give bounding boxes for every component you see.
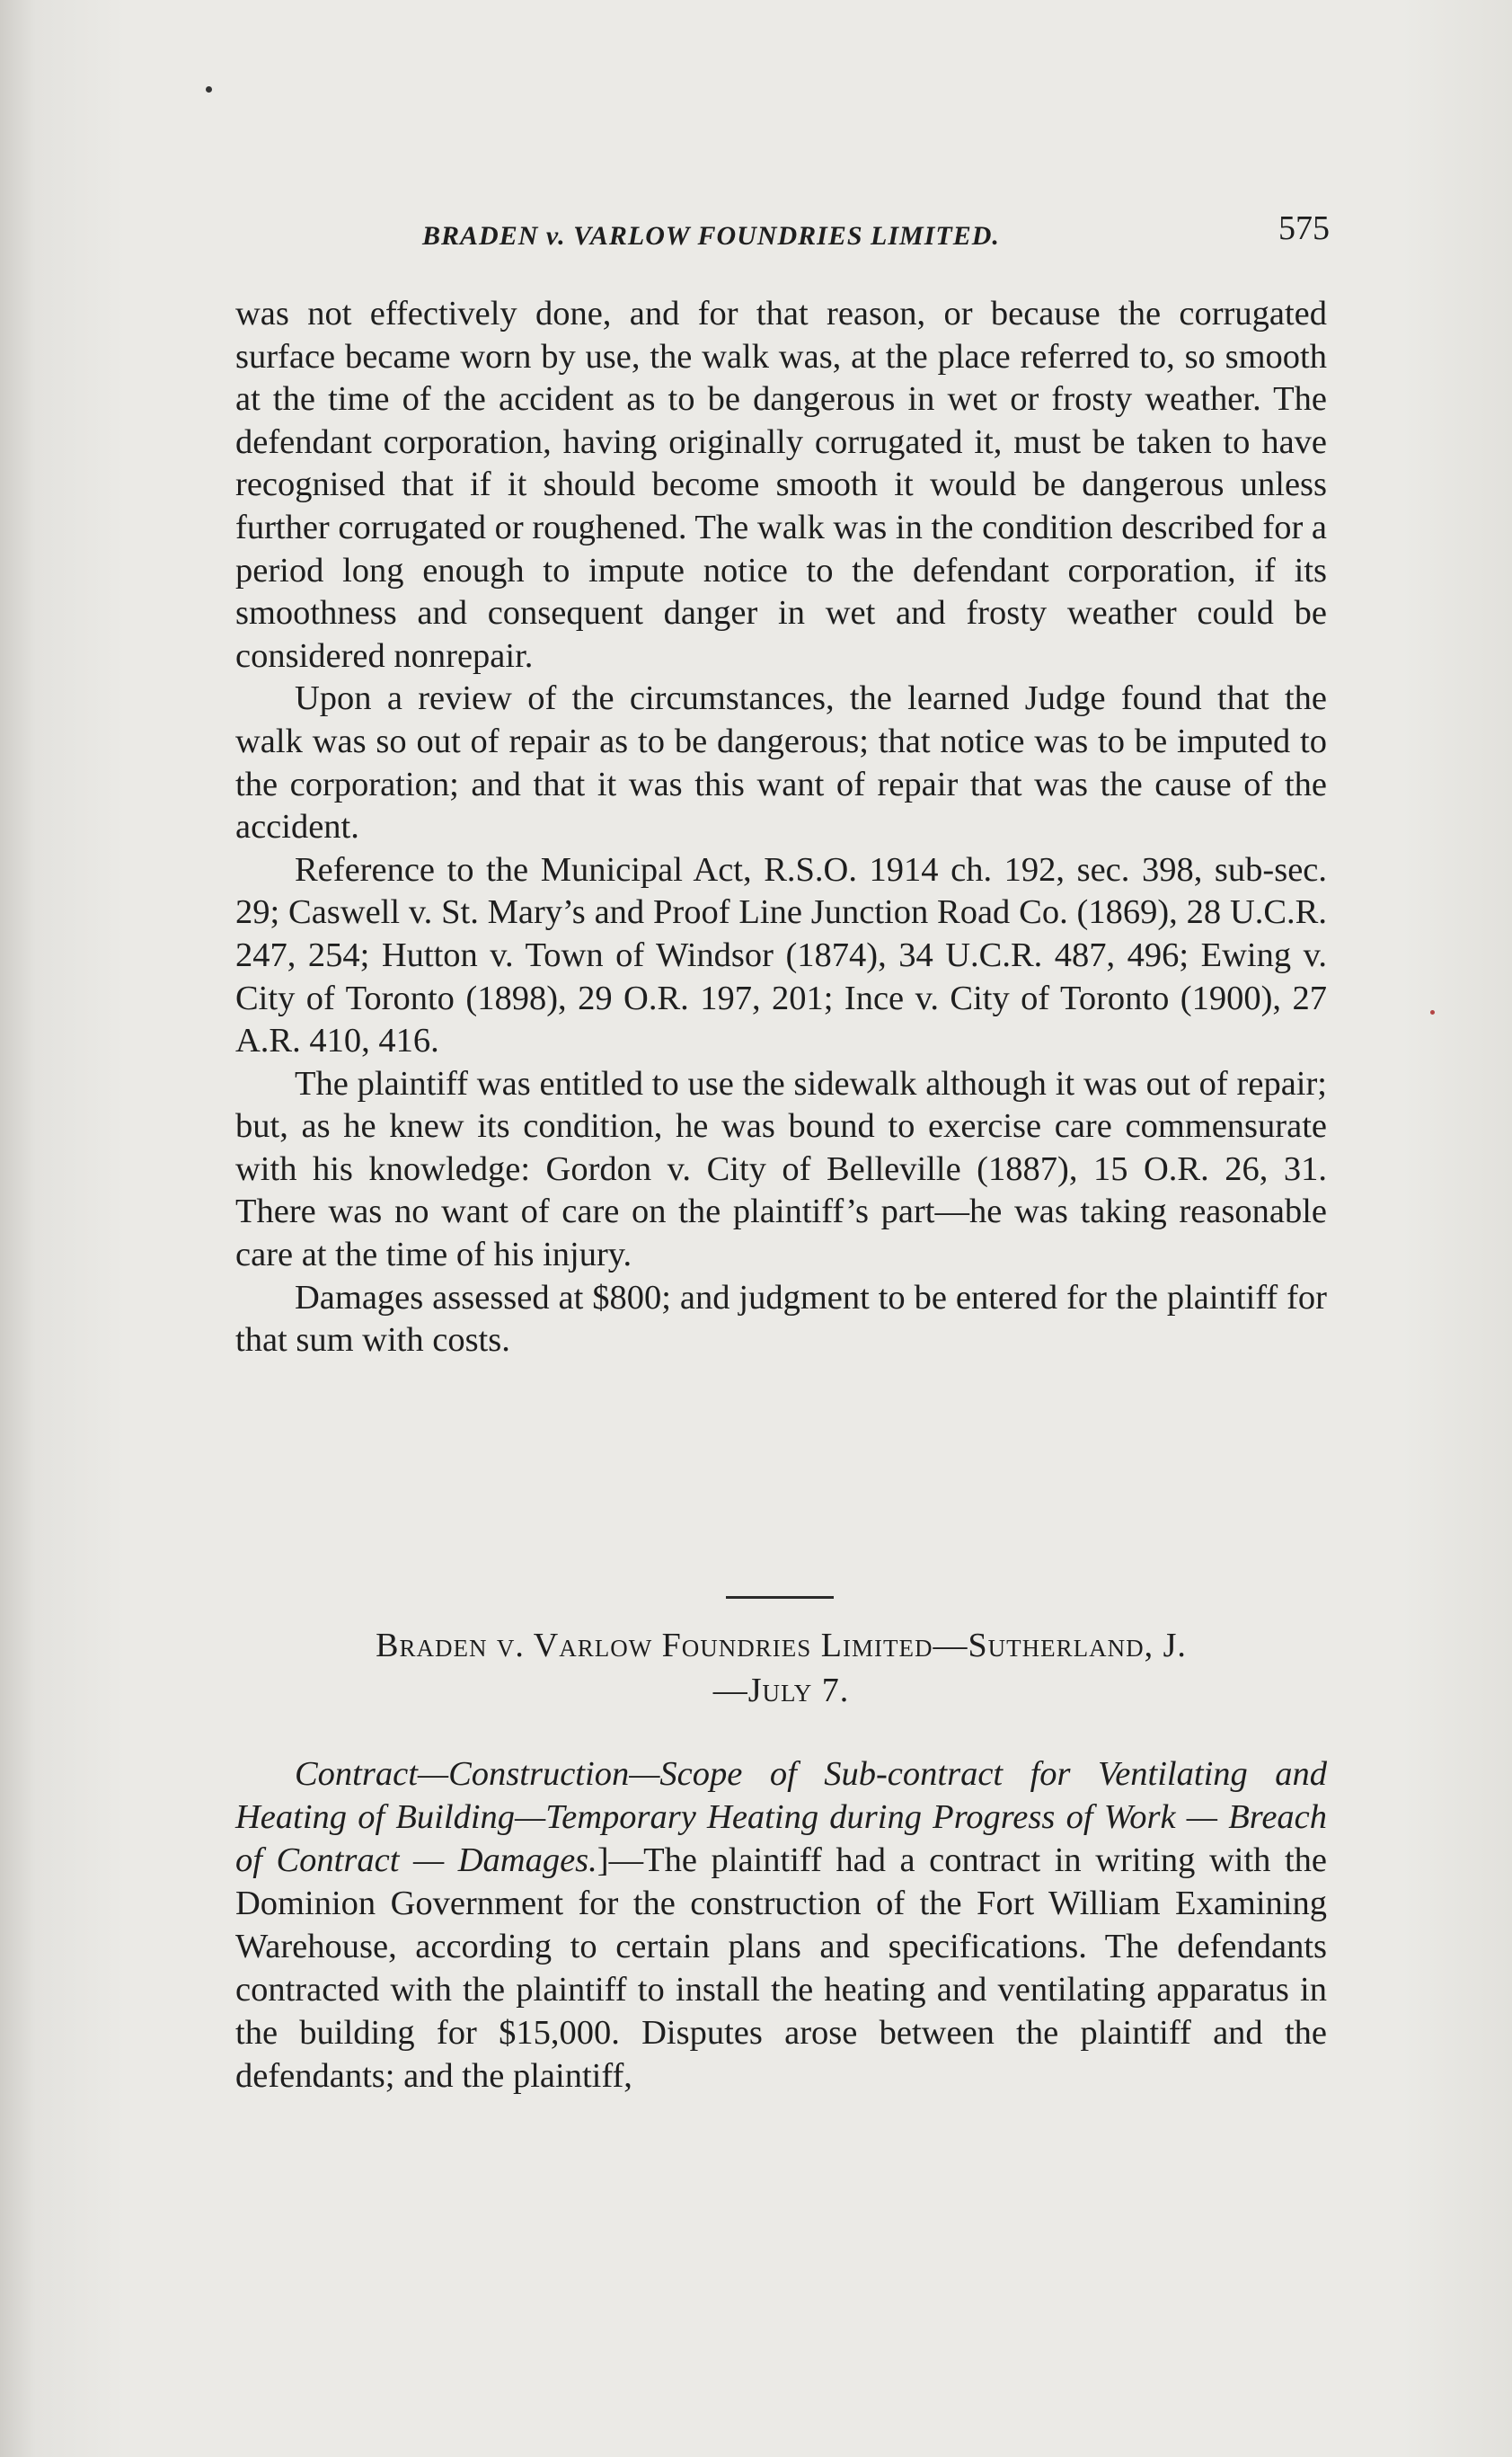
running-head bbox=[422, 208, 1330, 262]
headnote bbox=[235, 1752, 1327, 2098]
headnote-catchwords: Contract—Construction—Scope of Sub-contract for Ventilating and Heating of Building—Temporary Heating during Progress of Work — Breach of Contract — Damages. bbox=[235, 1755, 1327, 1879]
case-heading bbox=[235, 1623, 1327, 1713]
running-title: BRADEN v. VARLOW FOUNDRIES LIMITED. bbox=[422, 221, 1000, 251]
case-parties: Braden v. Varlow Foundries Limited—Sutherland, J. bbox=[376, 1627, 1187, 1664]
paragraph-continued: was not effectively done, and for that reason, or because the corrugated surface became worn by use, the walk was, at the place referred to, so smooth at the time of the accident as to be dangerous in wet or frosty weather. The defendant corporation, having originally corrugated it, must be taken to have recognised that if it should become smooth it would be dangerous unless further corrugated or roughened. The walk was in the condition described for a period long enough to impute notice to the defendant corporation, if its smoothness and consequent danger in wet and frosty weather could be considered nonrepair. bbox=[235, 295, 1327, 675]
paragraph-plaintiff-care: The plaintiff was entitled to use the sidewalk although it was out of repair; but, as he knew its condition, he was bound to exercise care commensurate with his knowledge: Gordon v. City of Belleville (1887), 15 O.R. 26, 31. There was no want of care on the plaintiff’s part—he was taking reasonable care at the time of his injury. bbox=[235, 1064, 1327, 1274]
section-divider bbox=[726, 1596, 834, 1599]
body-text bbox=[235, 293, 1327, 1362]
paragraph-finding: Upon a review of the circumstances, the learned Judge found that the walk was so out of repair as to be dangerous; that notice was to be imputed to the corporation; and that it was this want of repair that was the cause of the accident. bbox=[235, 679, 1327, 847]
paragraph-damages: Damages assessed at $800; and judgment to be entered for the plaintiff for that sum with costs. bbox=[235, 1278, 1327, 1360]
headnote-text: ]—The plaintiff had a contract in writing with the Dominion Government for the construction of the Fort William Examining Warehouse, according to certain plans and specifications. The defendants contracted with the plaintiff to install the heating and ventilating apparatus in the building for $15,000. Disputes arose between the plaintiff and the defendants; and the plaintiff, bbox=[235, 1841, 1328, 2095]
case-date: —July 7. bbox=[712, 1672, 850, 1709]
ink-speck bbox=[206, 86, 212, 93]
paragraph-references: Reference to the Municipal Act, R.S.O. 1914 ch. 192, sec. 398, sub-sec. 29; Caswell v. St. Mary’s and Proof Line Junction Road Co. (1869), 28 U.C.R. 247, 254; Hutton v. Town of Windsor (1874), 34 U.C.R. 487, 496; Ewing v. City of Toronto (1898), 29 O.R. 197, 201; Ince v. City of Toronto (1900), 27 A.R. 410, 416. bbox=[235, 850, 1327, 1060]
headnote-paragraph bbox=[235, 1752, 1327, 2098]
page-number: 575 bbox=[1278, 209, 1330, 247]
ink-speck bbox=[1430, 1010, 1435, 1015]
